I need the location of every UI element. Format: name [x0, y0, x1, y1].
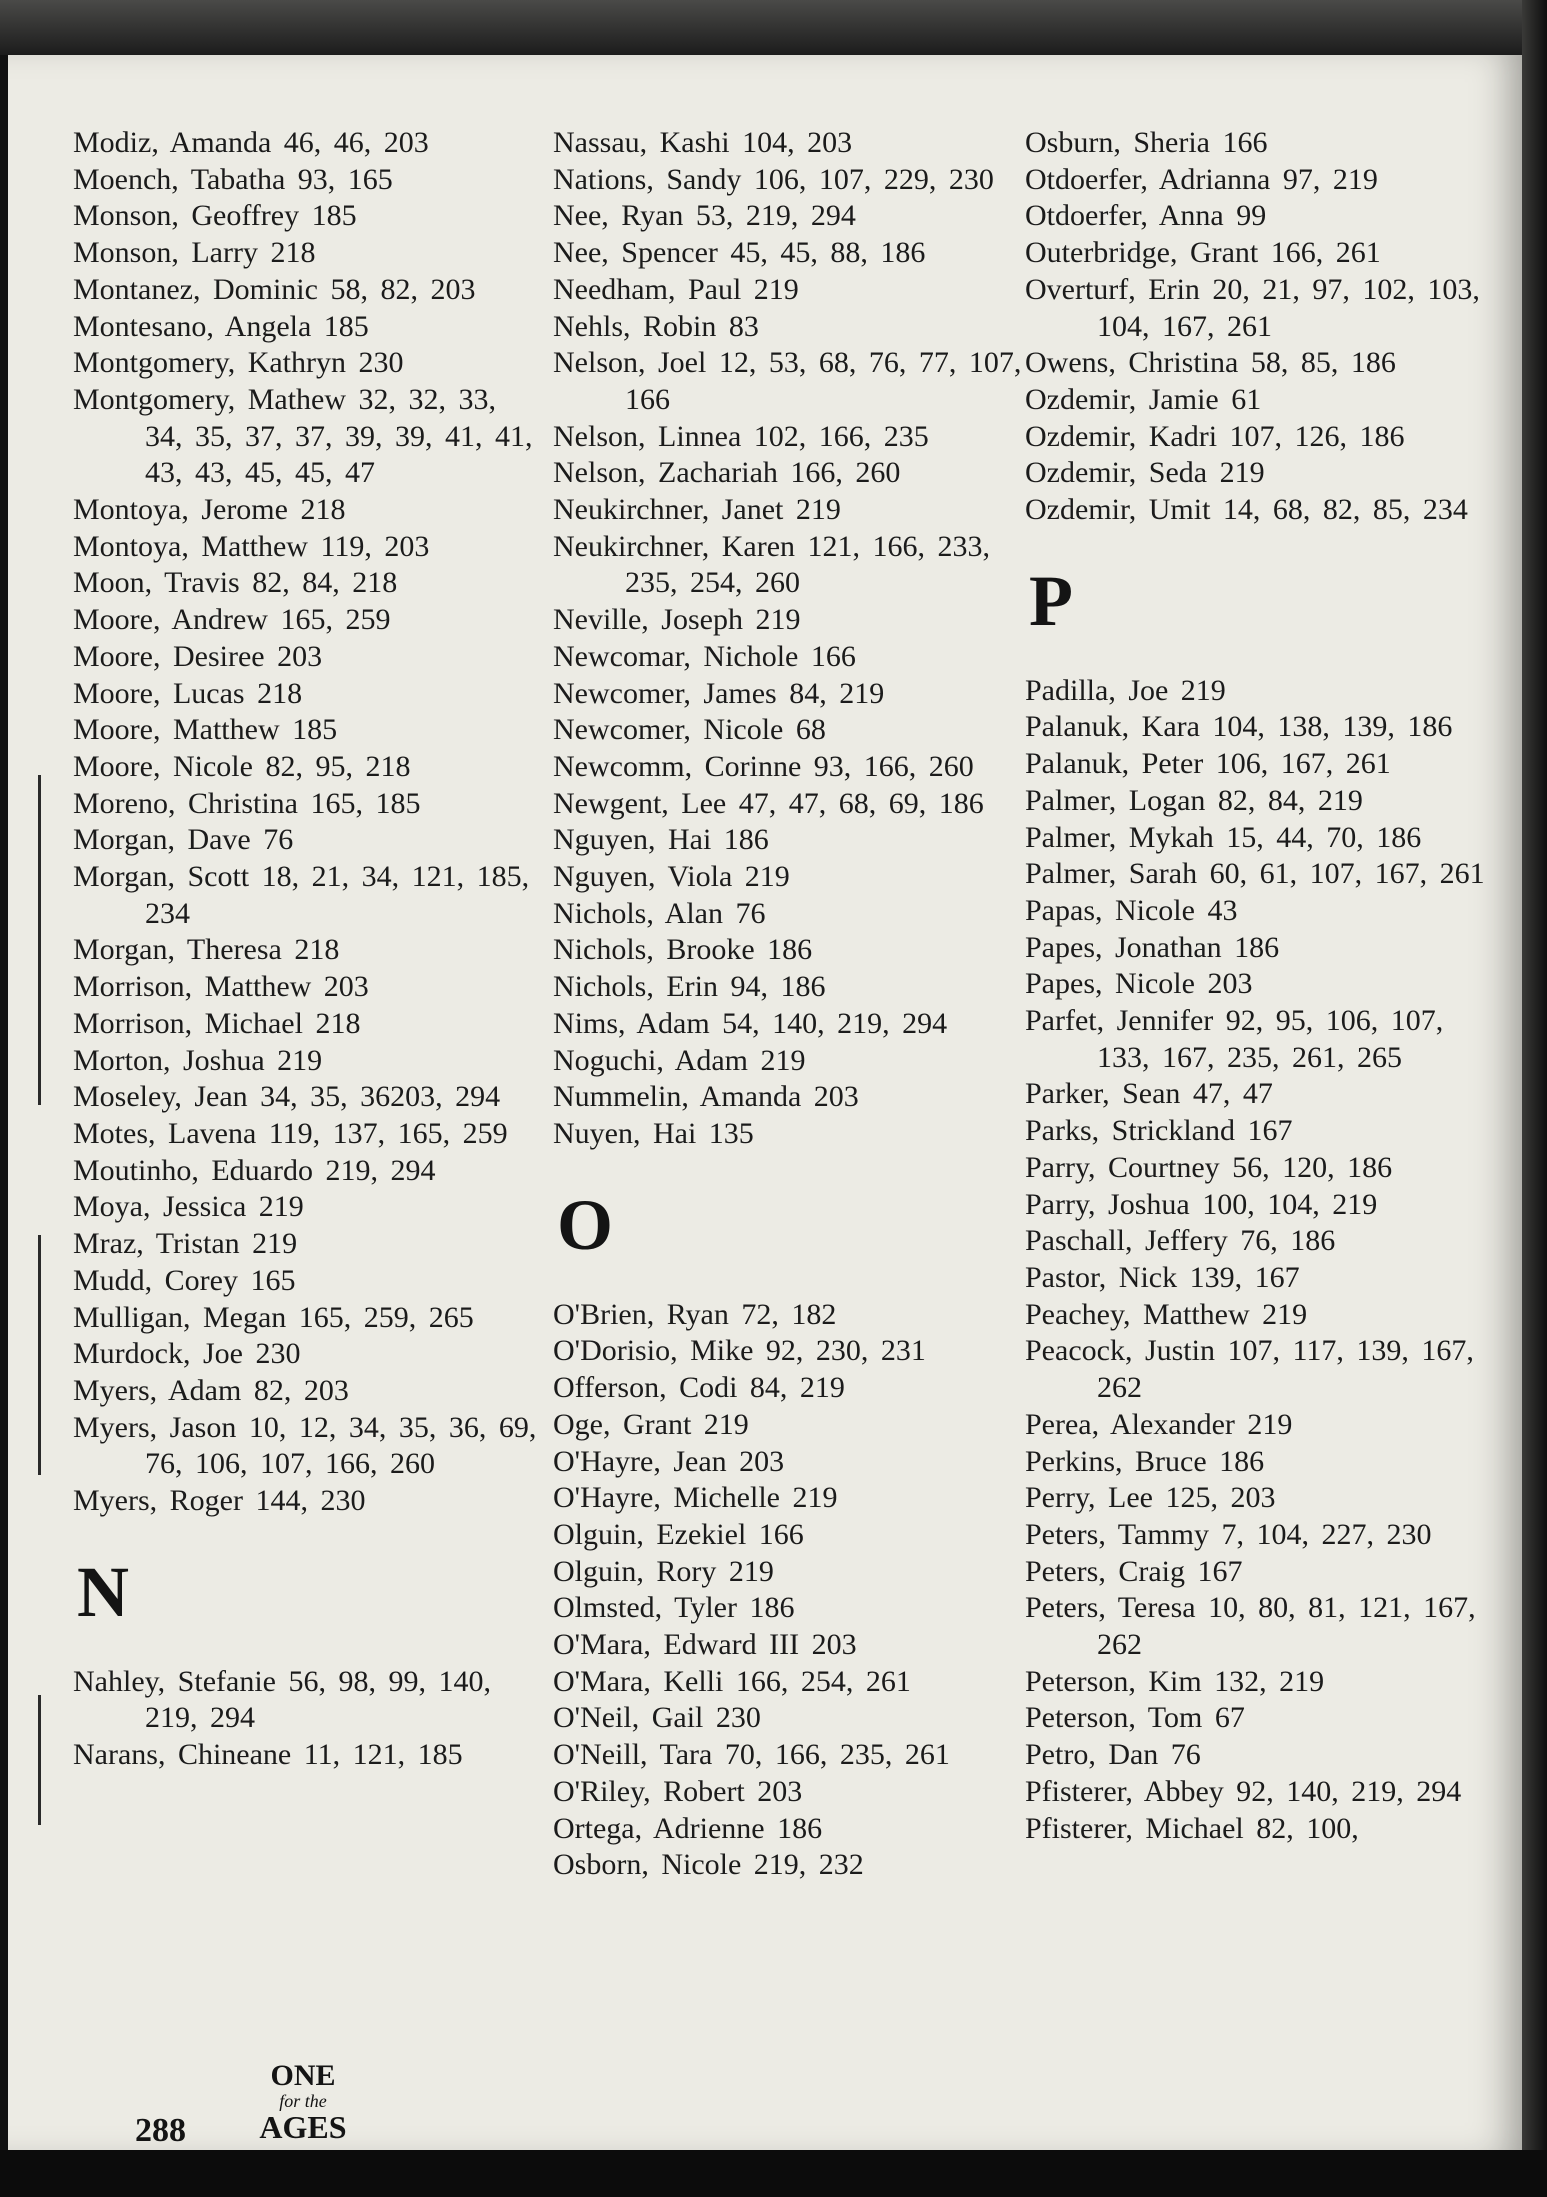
index-entry: O'Mara, Edward III 203 — [553, 1628, 857, 1662]
index-entry: Olmsted, Tyler 186 — [553, 1591, 795, 1625]
index-entry: Newcomer, Nicole 68 — [553, 713, 826, 747]
margin-mark — [38, 1695, 41, 1825]
index-entry: Peacock, Justin 107, 117, 139, 167, 262 — [1025, 1334, 1474, 1405]
index-entry: Papas, Nicole 43 — [1025, 893, 1238, 927]
logo-text-for-the: for the — [279, 2091, 327, 2111]
section-letter-o: O — [557, 1184, 614, 1265]
index-entry: Nelson, Joel 12, 53, 68, 76, 77, 107, 166 — [553, 346, 1022, 416]
index-entry: Neukirchner, Janet 219 — [553, 493, 841, 527]
index-entry: Palanuk, Peter 106, 167, 261 — [1025, 747, 1391, 781]
index-entry: O'Riley, Robert 203 — [553, 1774, 803, 1808]
index-entry: Nee, Ryan 53, 219, 294 — [553, 199, 856, 233]
index-entry: Parker, Sean 47, 47 — [1025, 1077, 1273, 1111]
index-entry: Owens, Christina 58, 85, 186 — [1025, 346, 1396, 380]
index-entry: Newcomm, Corinne 93, 166, 260 — [553, 749, 974, 783]
index-entry: Nations, Sandy 106, 107, 229, 230 — [553, 162, 994, 196]
index-entry: Moya, Jessica 219 — [73, 1190, 304, 1224]
index-entry: Perkins, Bruce 186 — [1025, 1444, 1265, 1478]
index-entry: Morgan, Scott 18, 21, 34, 121, 185, 234 — [73, 860, 530, 930]
index-entry: Olguin, Ezekiel 166 — [553, 1517, 804, 1551]
index-entry: O'Neill, Tara 70, 166, 235, 261 — [553, 1738, 950, 1772]
index-entry: Ozdemir, Umit 14, 68, 82, 85, 234 — [1025, 493, 1468, 527]
index-entry: O'Hayre, Michelle 219 — [553, 1481, 838, 1515]
index-entry: Paschall, Jeffery 76, 186 — [1025, 1224, 1336, 1258]
index-entry: Nahley, Stefanie 56, 98, 99, 140, 219, 294 — [73, 1664, 491, 1735]
index-entry: Newgent, Lee 47, 47, 68, 69, 186 — [553, 786, 984, 820]
page-footer — [135, 2060, 345, 2160]
index-entry: Morgan, Theresa 218 — [73, 933, 340, 967]
index-entry: Moore, Lucas 218 — [73, 676, 303, 710]
index-entry: Montgomery, Kathryn 230 — [73, 346, 404, 380]
index-entry: Parks, Strickland 167 — [1025, 1114, 1293, 1148]
index-entry: O'Hayre, Jean 203 — [553, 1444, 785, 1478]
index-entry: Moench, Tabatha 93, 165 — [73, 162, 393, 196]
index-entry: Monson, Larry 218 — [73, 236, 316, 270]
index-entry: Moore, Andrew 165, 259 — [73, 603, 391, 637]
index-entry: Myers, Jason 10, 12, 34, 35, 36, 69, 76, 106, 107, 166, 260 — [73, 1410, 537, 1481]
index-entry: Murdock, Joe 230 — [73, 1337, 301, 1371]
margin-mark — [38, 1235, 41, 1475]
index-entry: Oge, Grant 219 — [553, 1407, 749, 1441]
right-scan-edge — [1522, 0, 1547, 2197]
index-entry: Nelson, Zachariah 166, 260 — [553, 456, 901, 490]
index-entry: Morgan, Dave 76 — [73, 823, 294, 857]
index-entry: Osburn, Sheria 166 — [1025, 126, 1268, 159]
index-entry: Nguyen, Hai 186 — [553, 823, 769, 857]
index-entry: Mraz, Tristan 219 — [73, 1227, 298, 1261]
index-entry: O'Brien, Ryan 72, 182 — [553, 1297, 837, 1331]
index-entry: Ozdemir, Seda 219 — [1025, 456, 1265, 490]
section-letter-p: P — [1029, 560, 1073, 641]
index-entry: Nichols, Erin 94, 186 — [553, 970, 826, 1004]
index-entry: Neukirchner, Karen 121, 166, 233, 235, 254, 260 — [553, 529, 991, 600]
index-entry: Parry, Courtney 56, 120, 186 — [1025, 1150, 1393, 1184]
index-entry: Peterson, Kim 132, 219 — [1025, 1664, 1325, 1698]
index-entry: Nuyen, Hai 135 — [553, 1116, 754, 1150]
index-entry: Moreno, Christina 165, 185 — [73, 786, 421, 820]
index-entry: Morrison, Michael 218 — [73, 1006, 361, 1040]
yearbook-logo — [253, 2060, 353, 2144]
index-entry: Otdoerfer, Adrianna 97, 219 — [1025, 162, 1378, 196]
index-entry: Moore, Desiree 203 — [73, 639, 323, 673]
index-entry: Nims, Adam 54, 140, 219, 294 — [553, 1006, 948, 1040]
index-entry: Noguchi, Adam 219 — [553, 1043, 806, 1077]
index-entry: Moseley, Jean 34, 35, 36203, 294 — [73, 1080, 501, 1114]
index-column-1 — [73, 125, 543, 1774]
index-entry: Padilla, Joe 219 — [1025, 673, 1226, 707]
index-entry: Montoya, Matthew 119, 203 — [73, 529, 430, 563]
index-entry: O'Mara, Kelli 166, 254, 261 — [553, 1664, 911, 1698]
index-entry: Palmer, Sarah 60, 61, 107, 167, 261 — [1025, 857, 1485, 891]
index-entry: Nguyen, Viola 219 — [553, 860, 790, 894]
index-entry: Peachey, Matthew 219 — [1025, 1297, 1308, 1331]
index-entry: Pfisterer, Michael 82, 100, — [1025, 1811, 1359, 1845]
index-entry: Nee, Spencer 45, 45, 88, 186 — [553, 236, 926, 270]
index-entry: Pfisterer, Abbey 92, 140, 219, 294 — [1025, 1774, 1462, 1808]
index-entry: Mudd, Corey 165 — [73, 1263, 296, 1297]
logo-text-ages: AGES — [259, 2109, 347, 2145]
index-entry: Ozdemir, Jamie 61 — [1025, 382, 1262, 416]
index-entry: Palmer, Logan 82, 84, 219 — [1025, 783, 1363, 817]
index-entry: Nassau, Kashi 104, 203 — [553, 126, 853, 159]
index-entry: Parry, Joshua 100, 104, 219 — [1025, 1187, 1378, 1221]
index-entry: Ortega, Adrienne 186 — [553, 1811, 823, 1845]
margin-mark — [38, 775, 41, 1105]
index-entry: O'Dorisio, Mike 92, 230, 231 — [553, 1334, 926, 1368]
index-entry: Mulligan, Megan 165, 259, 265 — [73, 1300, 474, 1334]
index-page — [8, 55, 1522, 2150]
index-entry: Nehls, Robin 83 — [553, 309, 759, 343]
index-entry: Papes, Nicole 203 — [1025, 967, 1253, 1001]
index-entry: Papes, Jonathan 186 — [1025, 930, 1280, 964]
index-entry: Moon, Travis 82, 84, 218 — [73, 566, 398, 600]
index-entry: Palanuk, Kara 104, 138, 139, 186 — [1025, 710, 1453, 744]
index-entry: Parfet, Jennifer 92, 95, 106, 107, 133, 167, 235, 261, 265 — [1025, 1004, 1444, 1074]
index-entry: Moutinho, Eduardo 219, 294 — [73, 1153, 436, 1187]
index-entry: Motes, Lavena 119, 137, 165, 259 — [73, 1116, 508, 1150]
index-entry: Perea, Alexander 219 — [1025, 1407, 1293, 1441]
index-entry: O'Neil, Gail 230 — [553, 1701, 761, 1735]
index-entry: Outerbridge, Grant 166, 261 — [1025, 236, 1381, 270]
index-entry: Newcomar, Nichole 166 — [553, 639, 856, 673]
index-entry: Neville, Joseph 219 — [553, 603, 801, 637]
top-scan-edge — [0, 0, 1547, 55]
index-entry: Moore, Matthew 185 — [73, 713, 338, 747]
index-entry: Narans, Chineane 11, 121, 185 — [73, 1738, 463, 1772]
logo-text-one: ONE — [270, 2059, 336, 2092]
index-entry: Nelson, Linnea 102, 166, 235 — [553, 419, 929, 453]
index-entry: Otdoerfer, Anna 99 — [1025, 199, 1267, 233]
index-entry: Nummelin, Amanda 203 — [553, 1080, 859, 1114]
index-entry: Moore, Nicole 82, 95, 218 — [73, 749, 411, 783]
index-entry: Monson, Geoffrey 185 — [73, 199, 357, 233]
index-entry: Perry, Lee 125, 203 — [1025, 1481, 1276, 1515]
page-number: 288 — [135, 2112, 186, 2149]
index-entry: Pastor, Nick 139, 167 — [1025, 1260, 1300, 1294]
index-column-3 — [1025, 125, 1495, 1847]
index-entry: Overturf, Erin 20, 21, 97, 102, 103, 104, 167, 261 — [1025, 272, 1480, 343]
index-entry: Montoya, Jerome 218 — [73, 493, 346, 527]
index-entry: Peterson, Tom 67 — [1025, 1701, 1245, 1735]
index-entry: Modiz, Amanda 46, 46, 203 — [73, 126, 429, 159]
index-entry: Nichols, Brooke 186 — [553, 933, 813, 967]
index-entry: Petro, Dan 76 — [1025, 1738, 1201, 1772]
index-entry: Ozdemir, Kadri 107, 126, 186 — [1025, 419, 1405, 453]
index-entry: Montanez, Dominic 58, 82, 203 — [73, 272, 476, 306]
index-entry: Myers, Roger 144, 230 — [73, 1484, 366, 1518]
index-entry: Olguin, Rory 219 — [553, 1554, 774, 1588]
index-entry: Peters, Teresa 10, 80, 81, 121, 167, 262 — [1025, 1591, 1476, 1662]
index-entry: Nichols, Alan 76 — [553, 896, 766, 930]
index-column-2 — [553, 125, 1023, 1884]
index-entry: Myers, Adam 82, 203 — [73, 1373, 349, 1407]
index-entry: Peters, Tammy 7, 104, 227, 230 — [1025, 1517, 1432, 1551]
index-entry: Newcomer, James 84, 219 — [553, 676, 885, 710]
index-entry: Morton, Joshua 219 — [73, 1043, 323, 1077]
index-entry: Needham, Paul 219 — [553, 272, 799, 306]
index-entry: Osborn, Nicole 219, 232 — [553, 1848, 864, 1882]
index-entry: Offerson, Codi 84, 219 — [553, 1371, 845, 1405]
index-entry: Palmer, Mykah 15, 44, 70, 186 — [1025, 820, 1422, 854]
index-entry: Montgomery, Mathew 32, 32, 33, 34, 35, 37, 37, 39, 39, 41, 41, 43, 43, 45, 45, 47 — [73, 382, 533, 490]
section-letter-n: N — [77, 1551, 129, 1632]
index-entry: Montesano, Angela 185 — [73, 309, 369, 343]
index-entry: Morrison, Matthew 203 — [73, 970, 369, 1004]
index-entry: Peters, Craig 167 — [1025, 1554, 1243, 1588]
